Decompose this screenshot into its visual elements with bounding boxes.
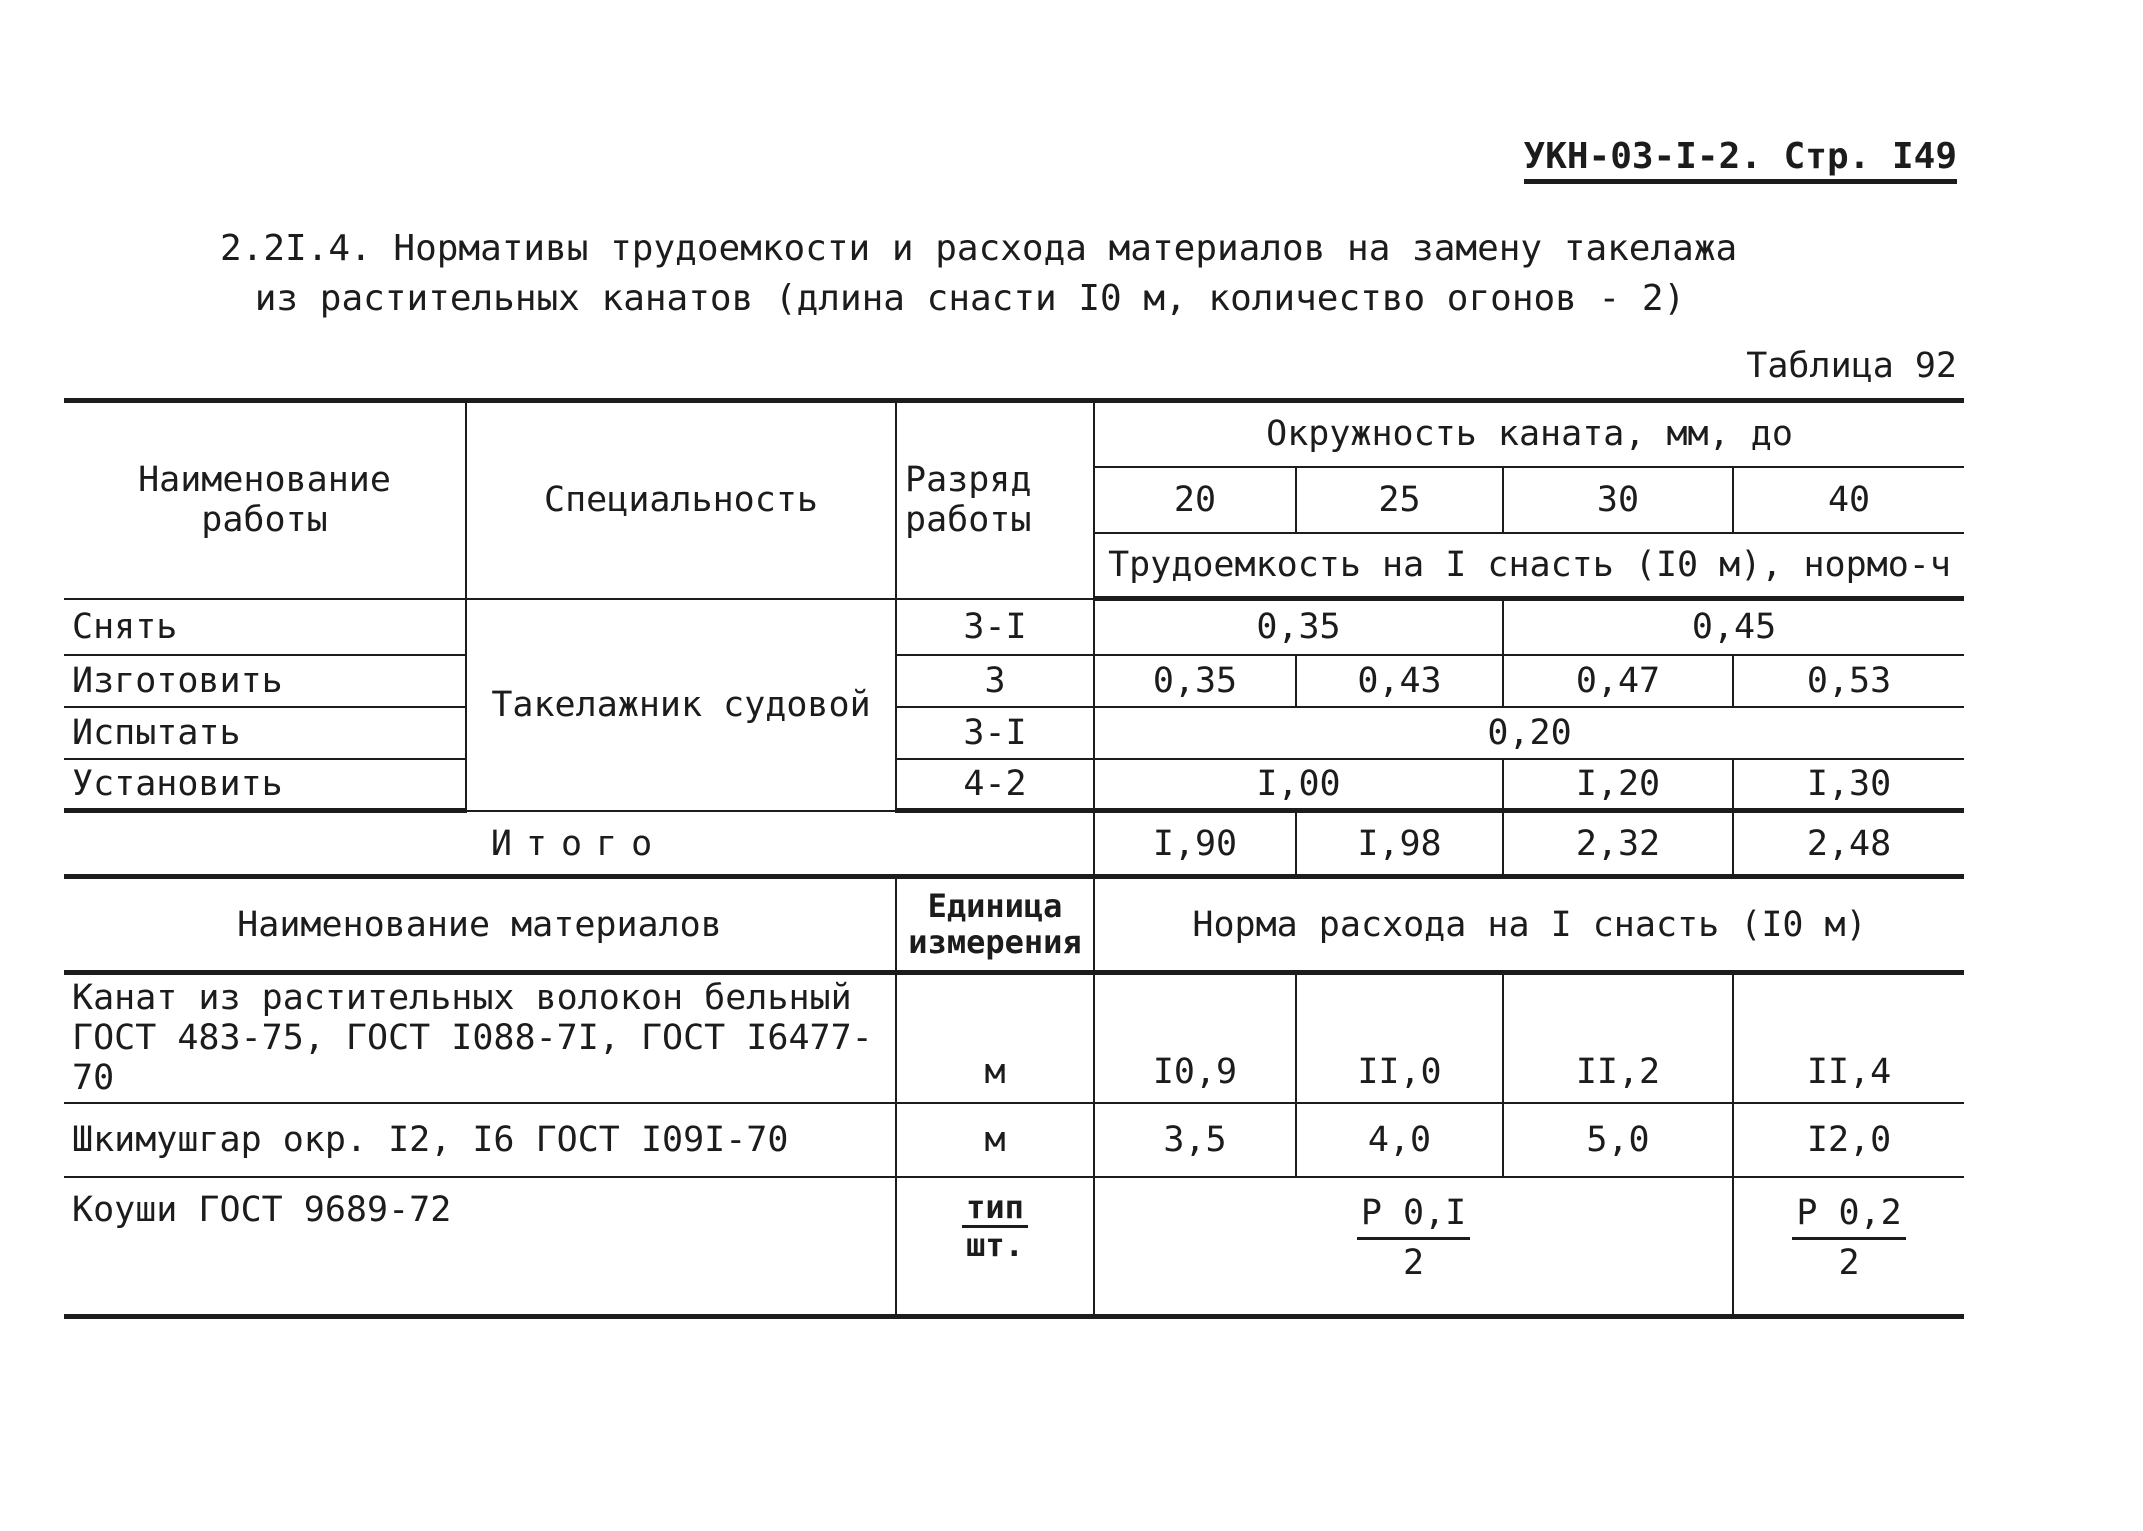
total-value: 2,48 [1733,811,1964,877]
header-unit: Единица измерения [896,877,1094,973]
header-size-40: 40 [1733,467,1964,533]
labor-value: 0,45 [1503,599,1964,655]
total-label: Итого [64,811,1094,877]
material-value: II,4 [1733,973,1964,1103]
labor-value: 0,35 [1094,655,1296,707]
labor-value: 0,43 [1296,655,1503,707]
header-circumference: Окружность каната, мм, до [1094,401,1964,467]
header-norm: Норма расхода на I снасть (I0 м) [1094,877,1964,973]
grade-value: 3-I [896,707,1094,759]
header-specialty: Специальность [466,401,896,599]
total-value: 2,32 [1503,811,1733,877]
header-work-name: Наименование работы [64,401,466,599]
work-name: Испытать [64,707,466,759]
value-type: Р 0,2 [1792,1190,1905,1240]
value-fraction [1357,1190,1470,1288]
total-row [64,811,1964,877]
value-type: Р 0,I [1357,1190,1470,1240]
labor-header-row-1 [64,401,1964,467]
labor-value: I,20 [1503,759,1733,811]
header-labor-unit: Трудоемкость на I снасть (I0 м), нормо-ч [1094,533,1964,599]
material-value: I0,9 [1094,973,1296,1103]
table-row [64,759,1964,811]
total-value: I,90 [1094,811,1296,877]
material-value: II,0 [1296,973,1503,1103]
material-unit [896,1177,1094,1317]
table-row [64,973,1964,1103]
labor-value: I,30 [1733,759,1964,811]
material-name: Канат из растительных волокон бельный ГОСТ 483-75, ГОСТ I088-7I, ГОСТ I6477-70 [64,973,896,1103]
header-grade: Разряд работы [896,401,1094,599]
material-value: 5,0 [1503,1103,1733,1177]
material-value: 3,5 [1094,1103,1296,1177]
value-count: 2 [1402,1242,1425,1283]
grade-value: 4-2 [896,759,1094,811]
materials-header-row [64,877,1964,973]
material-unit: м [896,973,1094,1103]
work-name: Снять [64,599,466,655]
labor-value: 0,47 [1503,655,1733,707]
material-name: Коуши ГОСТ 9689-72 [64,1177,896,1317]
labor-value: 0,53 [1733,655,1964,707]
page-reference: УКН-03-I-2. Стр. I49 [1524,136,1957,184]
table-caption: Таблица 92 [1746,346,1957,386]
specialty-value: Такелажник судовой [466,599,896,811]
value-fraction [1792,1190,1905,1288]
material-unit: м [896,1103,1094,1177]
material-value [1733,1177,1964,1317]
grade-value: 3 [896,655,1094,707]
labor-value: I,00 [1094,759,1503,811]
section-heading [220,224,1738,324]
header-size-20: 20 [1094,467,1296,533]
table-row [64,707,1964,759]
header-size-30: 30 [1503,467,1733,533]
total-value: I,98 [1296,811,1503,877]
norms-table [64,398,1964,1319]
unit-type: тип [962,1190,1028,1228]
labor-value: 0,35 [1094,599,1503,655]
material-value [1094,1177,1733,1317]
heading-line-1: 2.2I.4. Нормативы трудоемкости и расхода материалов на замену такелажа [220,228,1738,269]
unit-pieces: шт. [966,1225,1024,1264]
table-row [64,1177,1964,1317]
table-row [64,1103,1964,1177]
heading-line-2: из растительных канатов (длина снасти I0 м, количество огонов - 2) [254,278,1686,319]
unit-fraction [962,1187,1028,1264]
material-value: 4,0 [1296,1103,1503,1177]
material-value: II,2 [1503,973,1733,1103]
work-name: Изготовить [64,655,466,707]
value-count: 2 [1838,1242,1860,1283]
grade-value: 3-I [896,599,1094,655]
labor-value: 0,20 [1094,707,1964,759]
header-material-name: Наименование материалов [64,877,896,973]
table-row [64,599,1964,655]
header-size-25: 25 [1296,467,1503,533]
work-name: Установить [64,759,466,811]
material-value: I2,0 [1733,1103,1964,1177]
table-row [64,655,1964,707]
material-name: Шкимушгар окр. I2, I6 ГОСТ I09I-70 [64,1103,896,1177]
